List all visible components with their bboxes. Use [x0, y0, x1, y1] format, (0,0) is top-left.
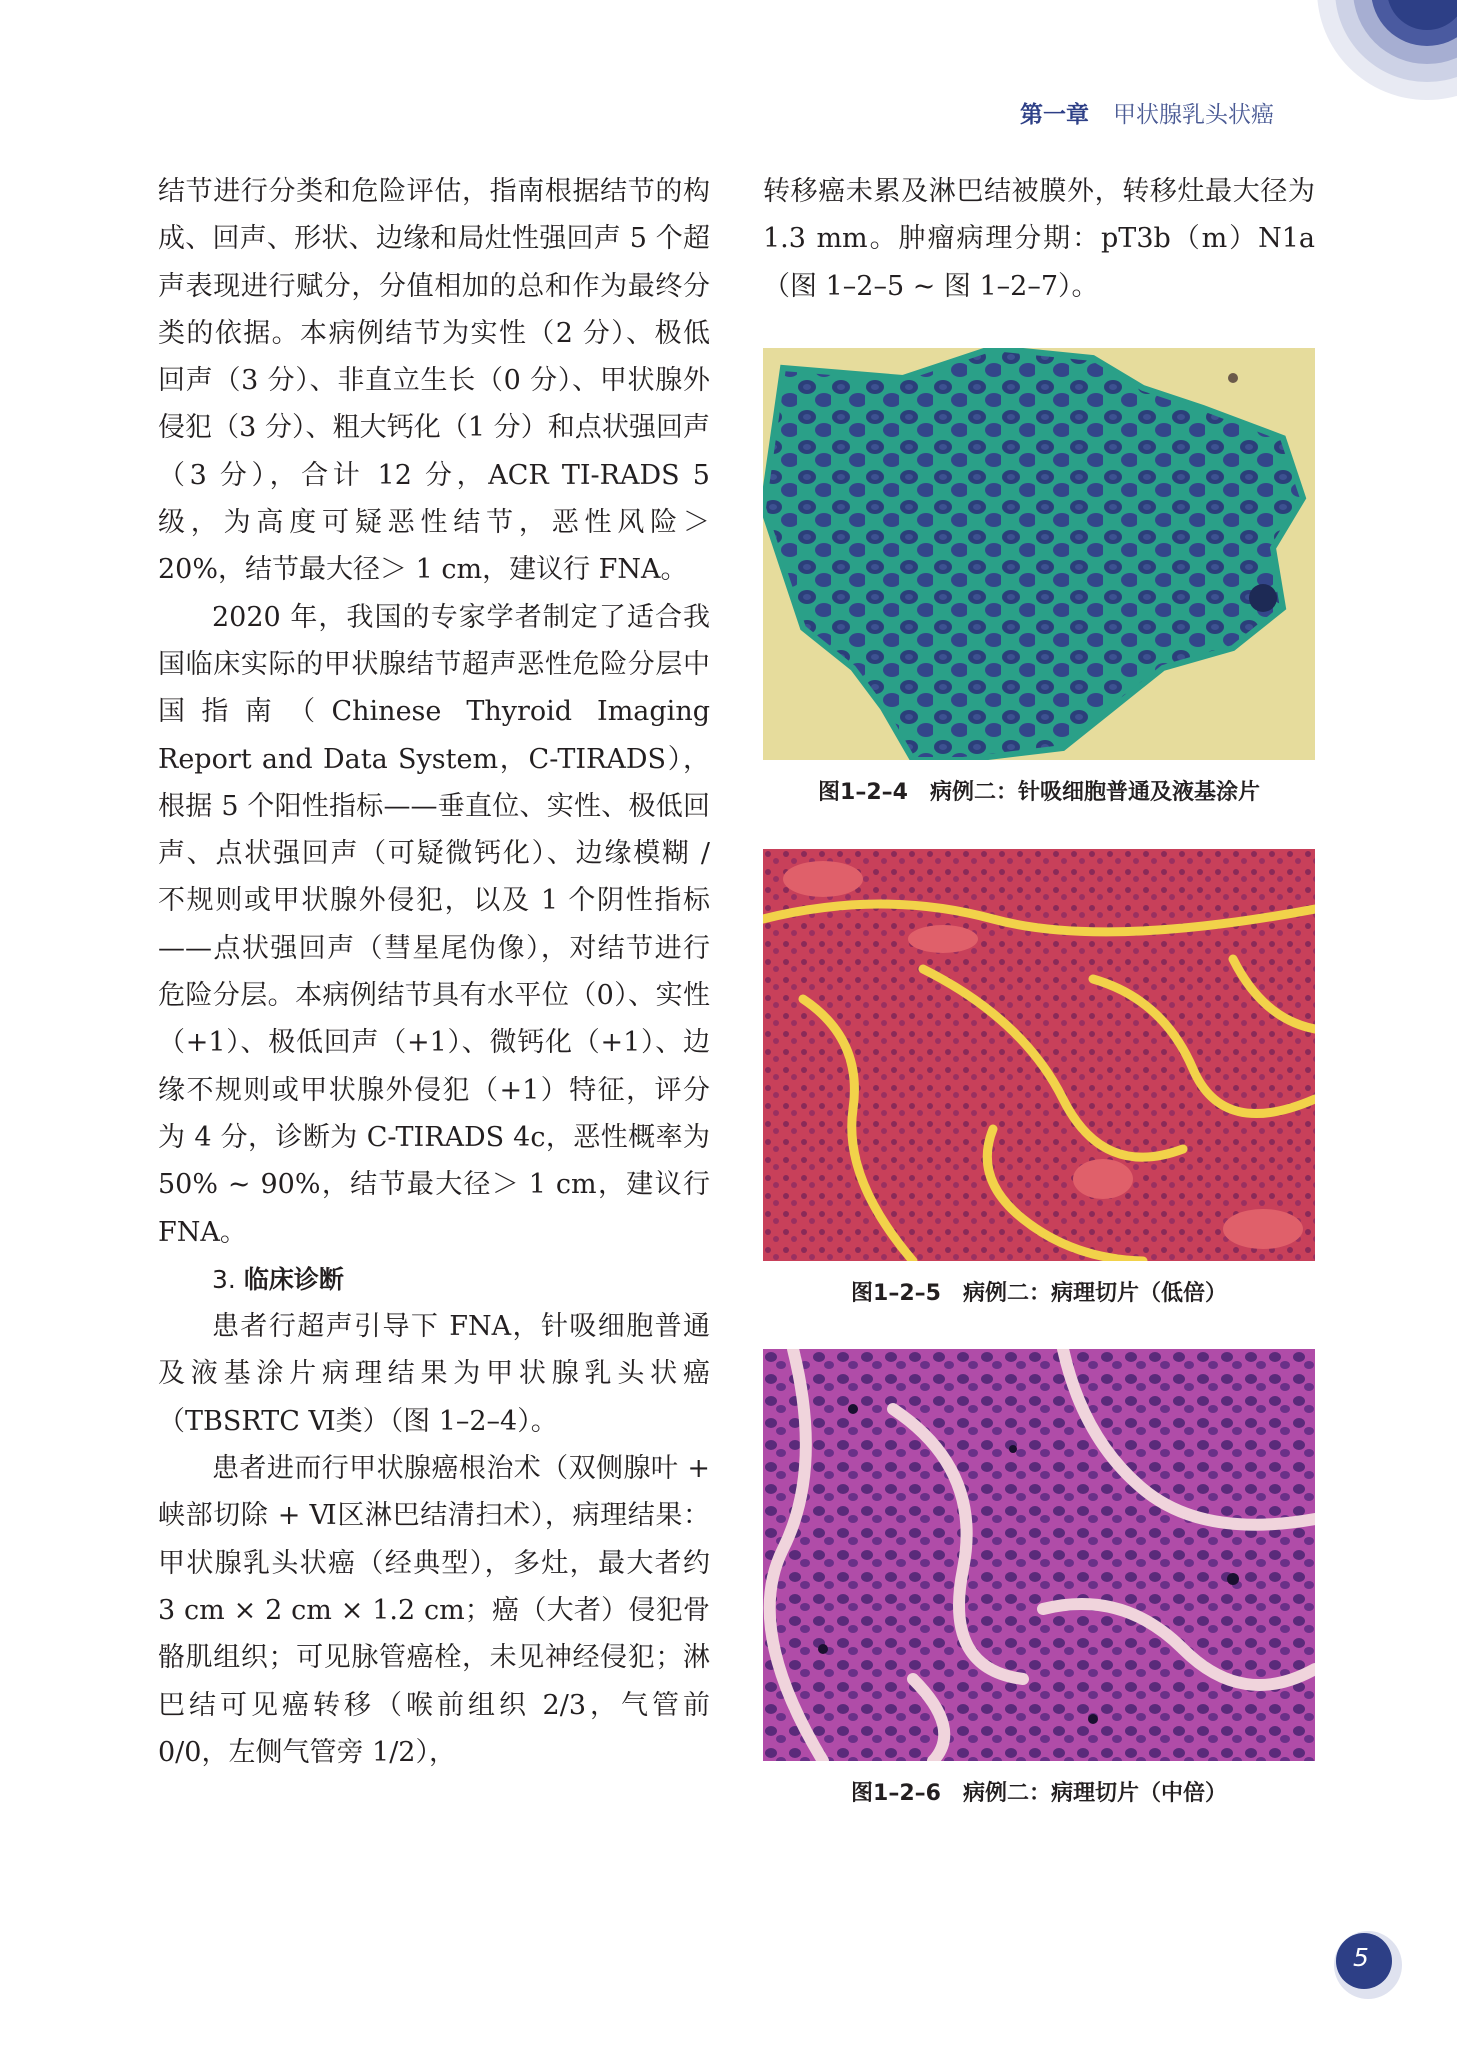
- figure-caption-text: 病例二：病理切片（低倍）: [962, 1281, 1227, 1306]
- running-header: [1020, 96, 1380, 129]
- section-micrograph-low: [763, 849, 1315, 1261]
- figure-number: 图1–2–5: [851, 1281, 941, 1306]
- section-micrograph-medium: [763, 1349, 1315, 1761]
- figure-caption: [763, 1276, 1315, 1307]
- figure-caption: [763, 1776, 1315, 1807]
- page-number: 5: [1353, 1943, 1369, 1972]
- paragraph-c-tirads: 2020 年，我国的专家学者制定了适合我国临床实际的甲状腺结节超声恶性危险分层中国指南（Chinese Thyroid Imaging Report and Data System，C-TIRADS），根据 5 个阳性指标——垂直位、实性、极低回声、点状强回声（可疑微钙化）、边缘模糊 / 不规则或甲状腺外侵犯，以及 1 个阴性指标——点状强回声（彗星尾伪像），对结节进行危险分层。本病例结节具有水平位（0）、实性（+1）、极低回声（+1）、微钙化（+1）、边缘不规则或甲状腺外侵犯（+1）特征，评分为 4 分，诊断为 C-TIRADS 4c，恶性概率为 50% ~ 90%，结节最大径＞ 1 cm，建议行 FNA。: [158, 601, 710, 1248]
- figure-number: 图1–2–4: [818, 780, 908, 805]
- chapter-label: 第一章: [1020, 102, 1089, 128]
- section-title: 临床诊断: [243, 1264, 344, 1294]
- paragraph-fna-result: 患者行超声引导下 FNA，针吸细胞普通及液基涂片病理结果为甲状腺乳头状癌（TBSRTC Ⅵ类）（图 1–2–4）。: [158, 1311, 710, 1437]
- corner-decoration: [1307, 0, 1457, 110]
- figure-caption-text: 病例二：针吸细胞普通及液基涂片: [929, 780, 1260, 805]
- figure-caption: [763, 775, 1315, 806]
- cytology-micrograph: [763, 348, 1315, 760]
- paragraph-surgery-result: 患者进而行甲状腺癌根治术（双侧腺叶 + 峡部切除 + Ⅵ区淋巴结清扫术），病理结果：甲状腺乳头状癌（经典型），多灶，最大者约 3 cm × 2 cm × 1.2 cm；癌（大者）侵犯骨骼肌组织；可见脉管癌栓，未见神经侵犯；淋巴结可见癌转移（喉前组织 2/3，气管前 0/0，左侧气管旁 1/2），: [158, 1453, 710, 1768]
- paragraph-acr-tirads: 结节进行分类和危险评估，指南根据结节的构成、回声、形状、边缘和局灶性强回声 5 个超声表现进行赋分，分值相加的总和作为最终分类的依据。本病例结节为实性（2 分）、极低回声（3 分）、非直立生长（0 分）、甲状腺外侵犯（3 分）、粗大钙化（1 分）和点状强回声（3 分），合计 12 分，ACR TI-RADS 5 级，为高度可疑恶性结节，恶性风险＞ 20%，结节最大径＞ 1 cm，建议行 FNA。: [158, 176, 710, 586]
- right-column-text: [763, 168, 1315, 310]
- figure-number: 图1–2–6: [851, 1781, 941, 1806]
- figure-cytology: [763, 348, 1315, 806]
- left-column: [158, 168, 710, 1776]
- figure-section-medium: [763, 1349, 1315, 1807]
- page-number-badge: [1333, 1930, 1403, 2000]
- figure-caption-text: 病例二：病理切片（中倍）: [962, 1781, 1227, 1806]
- section-number: 3.: [212, 1264, 236, 1294]
- paragraph-pathology-stage: 转移癌未累及淋巴结被膜外，转移灶最大径为 1.3 mm。肿瘤病理分期：pT3b（m）N1a（图 1–2–5 ~ 图 1–2–7）。: [763, 176, 1315, 302]
- chapter-title: 甲状腺乳头状癌: [1113, 102, 1274, 128]
- section-heading: [158, 1256, 710, 1303]
- figure-section-low: [763, 849, 1315, 1307]
